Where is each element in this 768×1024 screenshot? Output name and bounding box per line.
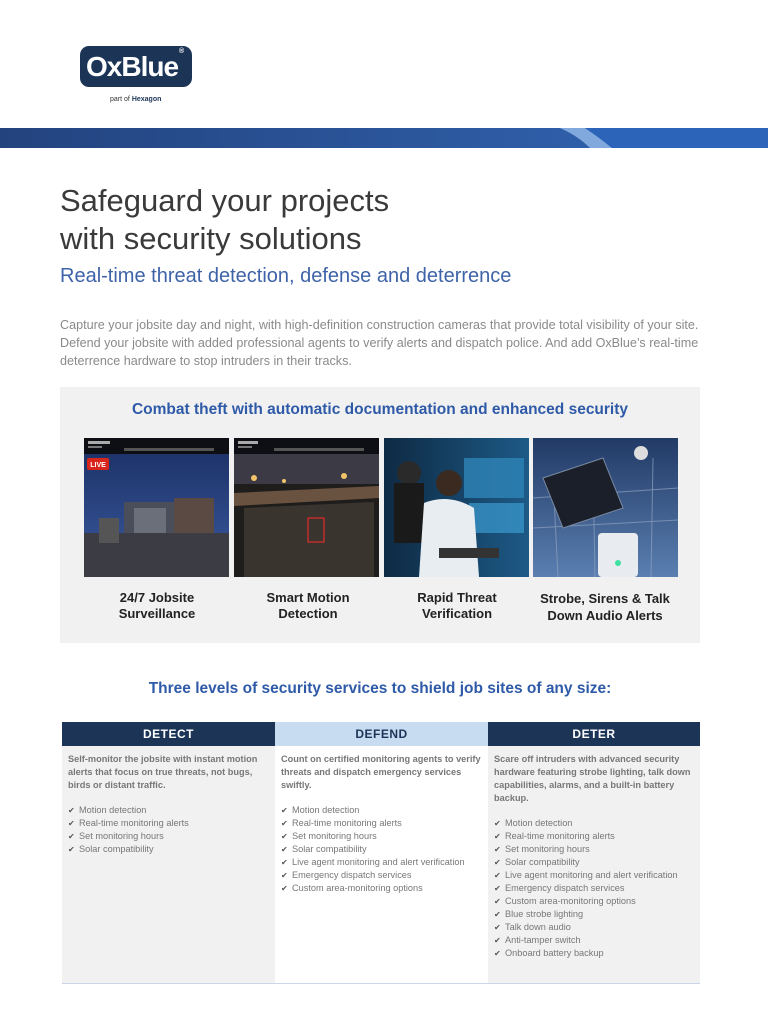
list-item: ✔ Live agent monitoring and alert verification (281, 856, 482, 869)
oxblue-logo (80, 46, 192, 87)
column-description: Self-monitor the jobsite with instant motion alerts that focus on true threats, not bugs, birds or distant traffic. (68, 754, 258, 790)
monitoring-agent-image (384, 438, 529, 577)
list-item: ✔ Set monitoring hours (68, 830, 269, 843)
list-item: ✔ Emergency dispatch services (281, 869, 482, 882)
feature-list (281, 804, 482, 895)
list-item: ✔ Set monitoring hours (281, 830, 482, 843)
list-item: ✔ Onboard battery backup (494, 947, 694, 960)
feature-label-alerts: Strobe, Sirens & Talk Down Audio Alerts (540, 591, 670, 623)
features-title: Combat theft with automatic documentation and enhanced security (131, 401, 629, 418)
tagline-prefix: part of (110, 96, 130, 103)
title-line-2: with security solutions (60, 221, 362, 256)
list-item: ✔ Live agent monitoring and alert verification (494, 869, 694, 882)
logo-text: OxBlue (86, 51, 179, 82)
levels-title: Three levels of security services to shield job sites of any size: (148, 680, 612, 697)
list-item: ✔ Motion detection (494, 817, 694, 830)
list-item: ✔ Solar compatibility (494, 856, 694, 869)
list-item: ✔ Talk down audio (494, 921, 694, 934)
tagline-parent: Hexagon (131, 96, 162, 103)
list-item: ✔ Custom area-monitoring options (494, 895, 694, 908)
header-band (0, 128, 768, 148)
list-item: ✔ Custom area-monitoring options (281, 882, 482, 895)
logo-registered-mark: ® (179, 48, 185, 55)
column-detect (62, 746, 275, 983)
list-item: ✔ Real-time monitoring alerts (281, 817, 482, 830)
list-item: ✔ Solar compatibility (281, 843, 482, 856)
logo-tagline (110, 96, 161, 103)
feature-list (494, 817, 694, 960)
solar-deterrence-unit-image (533, 438, 678, 577)
motion-detection-image (234, 438, 379, 577)
list-item: ✔ Motion detection (68, 804, 269, 817)
live-badge: LIVE (90, 462, 106, 469)
list-item: ✔ Blue strobe lighting (494, 908, 694, 921)
column-description: Scare off intruders with advanced security hardware featuring strobe lighting, talk down capabilities, alarms, and a built-in battery backup. (494, 754, 691, 803)
list-item: ✔ Set monitoring hours (494, 843, 694, 856)
column-deter (488, 746, 700, 983)
column-description: Count on certified monitoring agents to verify threats and dispatch emergency services swiftly. (281, 754, 481, 790)
table-bottom-rule (62, 983, 700, 984)
list-item: ✔ Solar compatibility (68, 843, 269, 856)
list-item: ✔ Real-time monitoring alerts (68, 817, 269, 830)
feature-label-verification: Rapid Threat Verification (417, 590, 497, 621)
list-item: ✔ Anti-tamper switch (494, 934, 694, 947)
page-title (60, 182, 660, 258)
list-item: ✔ Real-time monitoring alerts (494, 830, 694, 843)
column-header-defend: DEFEND (275, 722, 488, 746)
list-item: ✔ Motion detection (281, 804, 482, 817)
title-line-1: Safeguard your projects (60, 183, 390, 218)
column-header-deter: DETER (488, 722, 700, 746)
feature-label-motion: Smart Motion Detection (266, 590, 350, 621)
column-defend (275, 746, 488, 983)
column-header-detect: DETECT (62, 722, 275, 746)
feature-list (68, 804, 269, 856)
feature-label-surveillance: 24/7 Jobsite Surveillance (118, 590, 196, 621)
page-subtitle: Real-time threat detection, defense and deterrence (60, 265, 512, 287)
camera-feed-image (84, 438, 229, 577)
intro-paragraph: Capture your jobsite day and night, with high-definition construction cameras that provide total visibility of your site. Defend your jobsite with added professional agents to verify alerts and dispatch police. And add OxBlue’s real-time deterrence hardware to stop intruders in their tracks. (60, 318, 699, 368)
list-item: ✔ Emergency dispatch services (494, 882, 694, 895)
